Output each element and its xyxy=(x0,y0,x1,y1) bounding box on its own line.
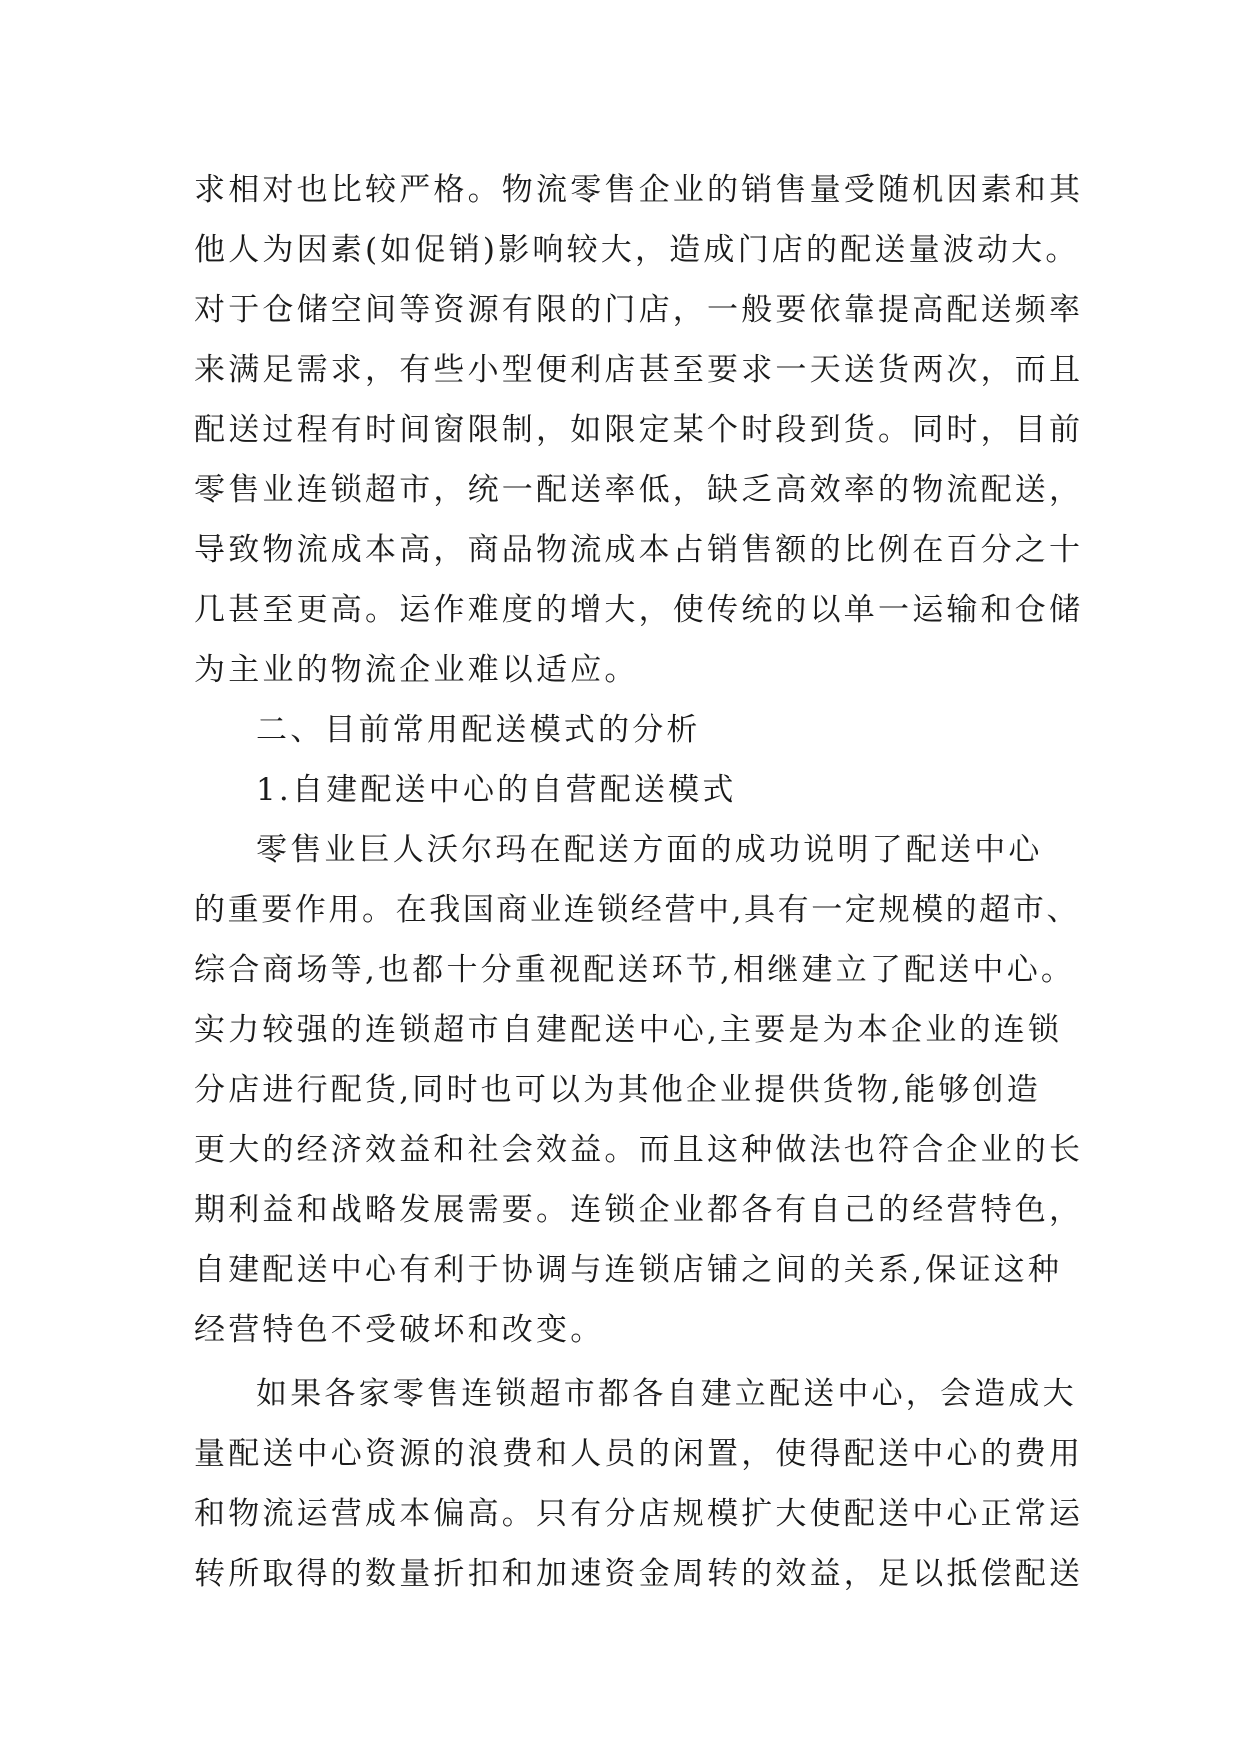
text-line: 对于仓储空间等资源有限的门店，一般要依靠提高配送频率 xyxy=(194,292,1084,328)
text-line: 量配送中心资源的浪费和人员的闲置，使得配送中心的费用 xyxy=(194,1436,1084,1472)
section-heading: 二、目前常用配送模式的分析 xyxy=(256,712,701,748)
paragraph-first-line: 零售业巨人沃尔玛在配送方面的成功说明了配送中心 xyxy=(256,832,1043,868)
document-body xyxy=(194,160,1084,1604)
text-line: 配送过程有时间窗限制，如限定某个时段到货。同时，目前 xyxy=(194,412,1084,448)
text-line: 几甚至更高。运作难度的增大，使传统的以单一运输和仓储 xyxy=(194,592,1084,628)
text-line: 导致物流成本高，商品物流成本占销售额的比例在百分之十 xyxy=(194,532,1084,568)
text-line: 综合商场等,也都十分重视配送环节,相继建立了配送中心。 xyxy=(194,952,1076,988)
text-line: 更大的经济效益和社会效益。而且这种做法也符合企业的长 xyxy=(194,1132,1084,1168)
text-line: 的重要作用。在我国商业连锁经营中,具有一定规模的超市、 xyxy=(194,892,1081,928)
text-line: 分店进行配货,同时也可以为其他企业提供货物,能够创造 xyxy=(194,1072,1041,1108)
text-line: 转所取得的数量折扣和加速资金周转的效益，足以抵偿配送 xyxy=(194,1556,1084,1592)
text-line: 他人为因素(如促销)影响较大，造成门店的配送量波动大。 xyxy=(194,232,1080,268)
text-line: 零售业连锁超市，统一配送率低，缺乏高效率的物流配送， xyxy=(194,472,1084,508)
text-line: 期利益和战略发展需要。连锁企业都各有自己的经营特色， xyxy=(194,1192,1084,1228)
paragraph-first-line: 如果各家零售连锁超市都各自建立配送中心，会造成大 xyxy=(256,1376,1077,1412)
text-line: 经营特色不受破坏和改变。 xyxy=(194,1312,605,1348)
text-line: 来满足需求，有些小型便利店甚至要求一天送货两次，而且 xyxy=(194,352,1084,388)
text-line: 实力较强的连锁超市自建配送中心,主要是为本企业的连锁 xyxy=(194,1012,1063,1048)
text-line: 求相对也比较严格。物流零售企业的销售量受随机因素和其 xyxy=(194,172,1084,208)
text-line: 自建配送中心有利于协调与连锁店铺之间的关系,保证这种 xyxy=(194,1252,1063,1288)
subsection-heading: 1.自建配送中心的自营配送模式 xyxy=(256,772,737,808)
text-line: 和物流运营成本偏高。只有分店规模扩大使配送中心正常运 xyxy=(194,1496,1084,1532)
text-line: 为主业的物流企业难以适应。 xyxy=(194,652,639,688)
